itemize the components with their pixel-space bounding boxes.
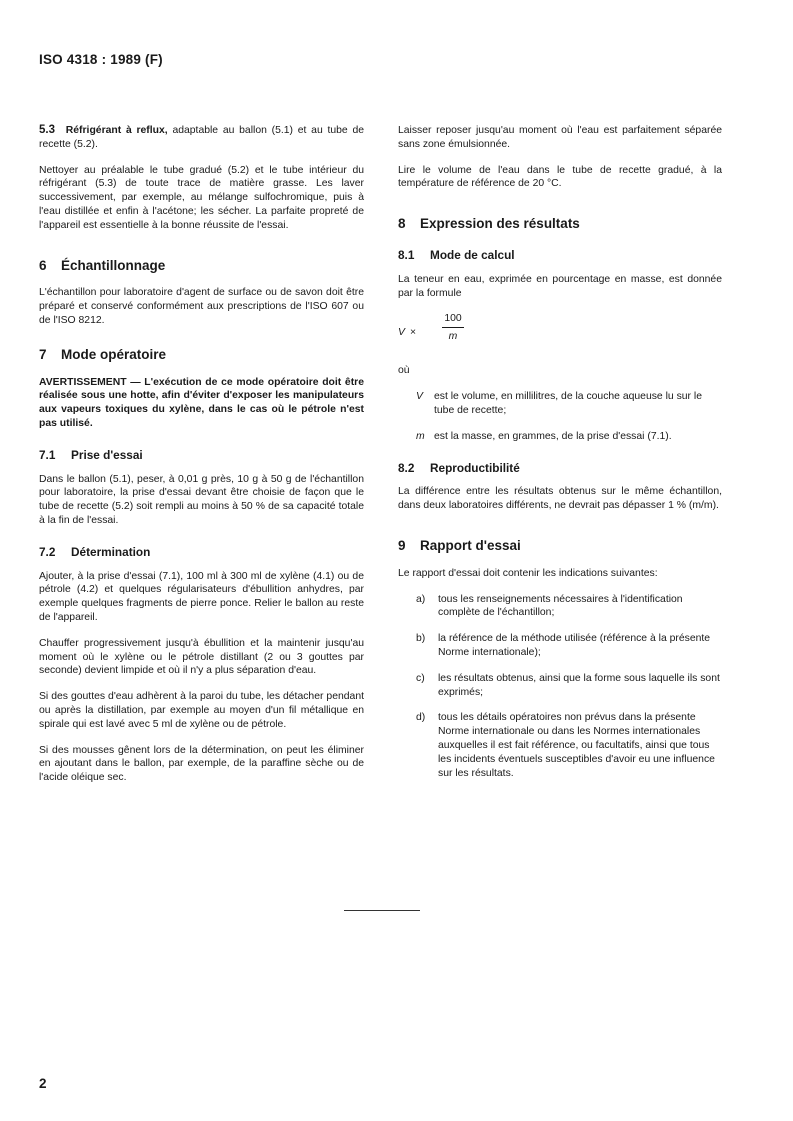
definition-v-text: est le volume, en millilitres, de la couche aqueuse lu sur le tube de recette; [434, 391, 702, 416]
clause-5-3-title: Réfrigérant à reflux, [65, 125, 168, 136]
section-7-1-number: 7.1 [39, 447, 56, 462]
section-7-1-title: Prise d'essai [71, 447, 143, 462]
definition-m-symbol: m [416, 430, 425, 442]
definition-v [416, 390, 722, 418]
warning-paragraph: AVERTISSEMENT — L'exécution de ce mode opératoire doit être réalisée sous une hotte, afin d'éviter d'exposer les manipulateurs aux vapeurs toxiques du xylène, dans le cas où le pétrole n'est pas utilisé. [39, 376, 364, 429]
list-item-mark: a) [416, 593, 426, 605]
document-header: ISO 4318 : 1989 (F) [39, 52, 163, 67]
paragraph-echantillon: L'échantillon pour laboratoire d'agent de surface ou de savon doit être préparé et conservé conformément aux prescriptions de l'ISO 607 ou de l'ISO 8212. [39, 287, 364, 326]
section-8-1-number: 8.1 [398, 247, 415, 262]
paragraph-chauffer: Chauffer progressivement jusqu'à ébullition et la maintenir jusqu'au moment où le xylène ou le pétrole distillant (2 ou 3 gouttes par seconde) devient limpide et où il n'y a plus séparation d'eau. [39, 637, 364, 677]
section-7-1-heading [39, 449, 364, 463]
water-content-formula [398, 312, 722, 352]
section-6-title: Échantillonnage [61, 257, 166, 273]
report-items-list [398, 593, 722, 781]
paragraph-lire: Lire le volume de l'eau dans le tube de recette gradué, à la température de référence de 20 °C. [398, 164, 722, 190]
section-7-title: Mode opératoire [61, 346, 167, 362]
formula-denominator: m [448, 331, 458, 343]
section-7-2-number: 7.2 [39, 544, 56, 559]
paragraph-ajouter: Ajouter, à la prise d'essai (7.1), 100 ml à 300 ml de xylène (4.1) ou de pétrole (4.2) et quelques régularisateurs d'ébullition anhydres, par exemple quelques fragments de pierre ponce. Relier le ballon au reste de l'appareil. [39, 570, 364, 623]
clause-5-3 [39, 124, 364, 152]
paragraph-nettoyer: Nettoyer au préalable le tube gradué (5.2) et le tube intérieur du réfrigérant (5.3) de toute trace de matière grasse. Les laver successivement, par exemple, au mélange sulfochromique, puis à l'eau distillée et enfin à l'acétone; les sécher. La parfaite propreté de l'appareil est essentielle à la bonne réussite de l'essai. [39, 164, 364, 231]
paragraph-mousses: Si des mousses gênent lors de la détermination, on peut les éliminer en ajoutant dans le ballon, par exemple, de la paraffine sèche ou de l'acide oléique sec. [39, 744, 364, 784]
list-item [416, 711, 722, 780]
formula-volume-symbol: V [398, 327, 405, 339]
section-8-2-heading [398, 462, 722, 476]
right-column [398, 124, 722, 792]
section-9-number: 9 [398, 537, 406, 553]
paragraph-prise: Dans le ballon (5.1), peser, à 0,01 g près, 10 g à 50 g de l'échantillon pour laboratoire, la prise d'essai devant être choisie de façon que le tube de recette (5.2) soit rempli au moins à 50 % de sa capacité totale à la fin de l'essai. [39, 473, 364, 526]
paragraph-difference: La différence entre les résultats obtenus sur le même échantillon, dans deux laboratoires différents, ne devrait pas dépasser 1 % (m/m). [398, 486, 722, 512]
section-8-1-title: Mode de calcul [430, 247, 515, 262]
list-item [416, 632, 722, 660]
list-item-text: tous les renseignements nécessaires à l'identification complète de l'échantillon; [438, 593, 683, 619]
section-7-2-title: Détermination [71, 544, 151, 559]
definition-m-text: est la masse, en grammes, de la prise d'essai (7.1). [434, 430, 672, 442]
section-8-title: Expression des résultats [420, 216, 580, 232]
formula-numerator: 100 [442, 312, 464, 328]
list-item [416, 672, 722, 700]
section-6-number: 6 [39, 257, 47, 273]
list-item-text: tous les détails opératoires non prévus dans la présente Norme internationale ou dans les Normes internationales auxquelles il est fait référence, ou facultatifs, ainsi que tous les incidents éventuels susceptibles d'avoir eu une influence sur les résultats. [438, 712, 715, 779]
section-7-number: 7 [39, 346, 47, 362]
definition-v-symbol: V [416, 391, 423, 403]
clause-5-3-text: adaptable au ballon (5.1) et au tube de recette (5.2). [39, 125, 365, 150]
section-6-heading [39, 259, 364, 273]
section-8-heading [398, 217, 722, 231]
section-7-heading [39, 348, 364, 362]
list-item-text: la référence de la méthode utilisée (référence à la présente Norme internationale); [438, 633, 711, 658]
list-item-mark: c) [416, 672, 425, 684]
paragraph-rapport: Le rapport d'essai doit contenir les indications suivantes: [398, 567, 658, 579]
section-8-number: 8 [398, 216, 406, 232]
section-9-heading [398, 539, 722, 553]
formula-fraction [442, 312, 464, 344]
where-label: où [398, 365, 410, 377]
end-of-text-rule [344, 910, 420, 911]
section-8-2-title: Reproductibilité [430, 460, 520, 475]
list-item [416, 593, 722, 621]
definition-m [416, 430, 722, 444]
clause-5-3-number: 5.3 [39, 124, 55, 136]
left-column [39, 124, 364, 797]
list-item-mark: b) [416, 633, 426, 645]
section-9-title: Rapport d'essai [420, 537, 521, 553]
list-item-mark: d) [416, 712, 426, 724]
section-8-1-heading [398, 249, 722, 263]
formula-times-sign: × [410, 327, 417, 339]
paragraph-gouttes: Si des gouttes d'eau adhèrent à la paroi du tube, les détacher pendant ou après la distillation, par exemple au moyen d'un fil métallique en spirale qui est lavé avec 5 ml de xylène ou de pétrole. [39, 691, 364, 730]
paragraph-teneur: La teneur en eau, exprimée en pourcentage en masse, est donnée par la formule [398, 273, 722, 299]
page-number: 2 [39, 1076, 47, 1091]
paragraph-laisser: Laisser reposer jusqu'au moment où l'eau est parfaitement séparée sans zone émulsionnée. [398, 125, 722, 150]
section-8-2-number: 8.2 [398, 460, 415, 475]
list-item-text: les résultats obtenus, ainsi que la forme sous laquelle ils sont exprimés; [438, 672, 720, 698]
symbol-definitions [398, 390, 722, 443]
section-7-2-heading [39, 546, 364, 560]
